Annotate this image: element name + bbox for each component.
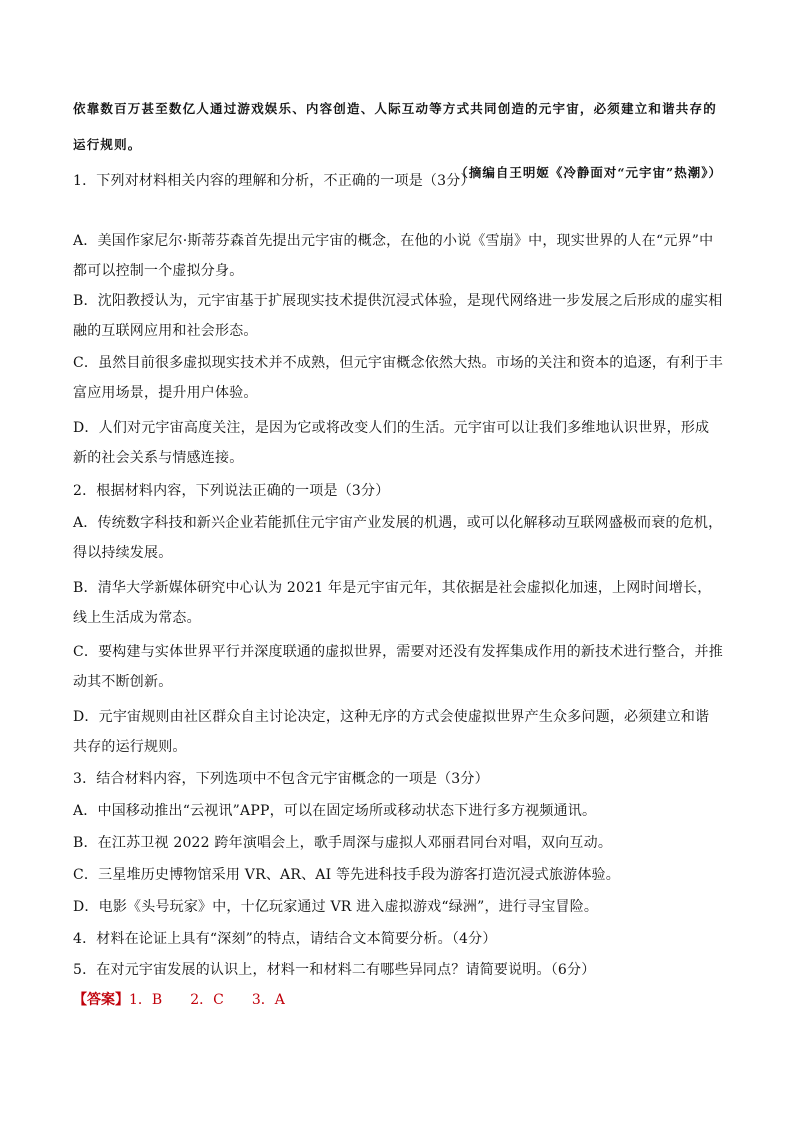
answer-item-1: 1．B xyxy=(129,992,163,1008)
question-1-option-c: C．虽然目前很多虚拟现实技术并不成熟，但元宇宙概念依然大热。市场的关注和资本的追逐，有利于丰富应用场景，提升用户体验。 xyxy=(73,355,723,401)
question-4-stem: 4．材料在论证上具有“深刻”的特点，请结合文本简要分析。（4分） xyxy=(73,931,497,947)
intro-paragraph: 依靠数百万甚至数亿人通过游戏娱乐、内容创造、人际互动等方式共同创造的元宇宙，必须建立和谐共存的运行规则。 xyxy=(73,101,717,152)
answer-item-2: 2．C xyxy=(190,992,224,1008)
question-2-option-c: C．要构建与实体世界平行并深度联通的虚拟世界，需要对还没有发挥集成作用的新技术进行整合，并推动其不断创新。 xyxy=(73,644,723,690)
question-1-option-d: D．人们对元宇宙高度关注，是因为它或将改变人们的生活。元宇宙可以让我们多维地认识世界，形成新的社会关系与情感连接。 xyxy=(73,420,710,466)
answer-item-3: 3．A xyxy=(251,992,285,1008)
answer-label: 【答案】 xyxy=(73,992,129,1008)
question-3-option-c: C．三星堆历史博物馆采用 VR、AR、AI 等先进科技手段为游客打造沉浸式旅游体验。 xyxy=(73,867,620,883)
question-2-stem: 2．根据材料内容，下列说法正确的一项是（3分） xyxy=(73,483,390,499)
question-3-option-d: D．电影《头号玩家》中，十亿玩家通过 VR 进入虚拟游戏“绿洲”，进行寻宝冒险。 xyxy=(73,899,599,915)
question-1-option-a: A．美国作家尼尔·斯蒂芬森首先提出元宇宙的概念，在他的小说《雪崩》中，现实世界的人在“元界”中都可以控制一个虚拟分身。 xyxy=(73,233,714,279)
question-3-option-b: B．在江苏卫视 2022 跨年演唱会上，歌手周深与虚拟人邓丽君同台对唱，双向互动。 xyxy=(73,835,613,851)
answer-items xyxy=(129,992,313,1008)
question-5-stem: 5．在对元宇宙发展的认识上，材料一和材料二有哪些异同点？请简要说明。（6分） xyxy=(73,962,596,978)
question-1-stem: 1．下列对材料相关内容的理解和分析，不正确的一项是（3分） xyxy=(73,173,475,189)
source-citation: （摘编自王明姬《冷静面对“元宇宙”热潮》） xyxy=(455,165,722,180)
question-3-option-a: A．中国移动推出“云视讯”APP，可以在固定场所或移动状态下进行多方视频通讯。 xyxy=(73,803,597,819)
question-2-option-d: D．元宇宙规则由社区群众自主讨论决定，这种无序的方式会使虚拟世界产生众多问题，必须建立和谐共存的运行规则。 xyxy=(73,709,710,755)
question-2-option-b: B．清华大学新媒体研究中心认为 2021 年是元宇宙元年，其依据是社会虚拟化加速，上网时间增长，线上生活成为常态。 xyxy=(73,580,712,626)
answer-line xyxy=(73,990,313,1010)
question-1-option-b: B．沈阳教授认为，元宇宙基于扩展现实技术提供沉浸式体验，是现代网络进一步发展之后形成的虚实相融的互联网应用和社会形态。 xyxy=(73,293,723,339)
question-3-stem: 3．结合材料内容，下列选项中不包含元宇宙概念的一项是（3分） xyxy=(73,771,489,787)
question-2-option-a: A．传统数字科技和新兴企业若能抓住元宇宙产业发展的机遇，或可以化解移动互联网盛极而衰的危机，得以持续发展。 xyxy=(73,515,723,561)
